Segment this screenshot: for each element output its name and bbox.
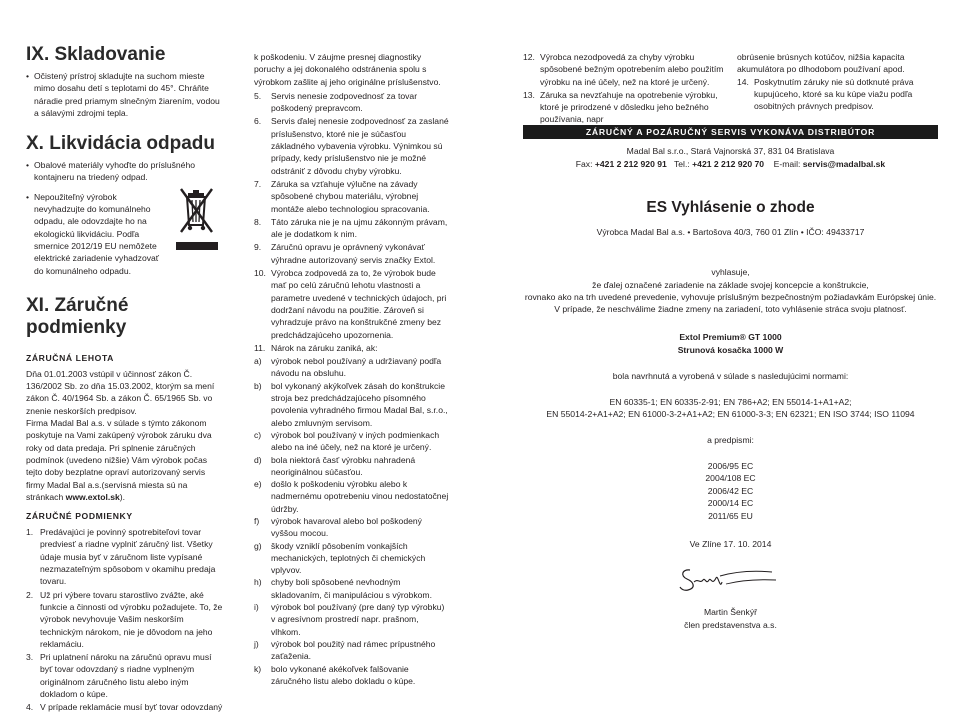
- item-text: Výrobca nezodpovedá za chyby výrobku spôsobené bežným opotrebením alebo použitím výrobku na iné účely, než na ktoré je určený.: [540, 52, 724, 87]
- list-item: [254, 342, 450, 354]
- left-column-2: [254, 51, 450, 687]
- list-item: [254, 478, 450, 515]
- warranty-period-text-2: [26, 417, 224, 503]
- product-type: Strunová kosačka 1000 W: [677, 345, 784, 355]
- item-number: 13.: [523, 89, 535, 100]
- item-number: 4.: [26, 702, 34, 713]
- item-text: Výrobca zodpovedá za to, že výrobok bude mať po celú záručnú lehotu vlastnosti a parametre uvedené v technických údajoch, pri dodržaní návodu na použitie. Zároveň si vyhradzuje právo na konštrukčné zmeny bez predchádzajúceho upozornenia.: [271, 268, 447, 340]
- warranty-period-heading: ZÁRUČNÁ LEHOTA: [26, 352, 114, 363]
- distributor-address: Madal Bal s.r.o., Stará Vajnorská 37, 831 04 Bratislava: [626, 146, 835, 156]
- list-item: [26, 526, 224, 587]
- item-letter: c): [254, 429, 262, 440]
- item-text: bol vykonaný akýkoľvek zásah do konštrukcie stroja bez predchádzajúceho písomného povolenia vyhradného firmou Madal Bal, s.r.o., alebo zmluvným servisom.: [271, 380, 448, 428]
- list-item: [254, 115, 450, 176]
- item-text: Záručnú opravu je oprávnený vykonávať výhradne autorizovaný servis značky Extol.: [271, 242, 436, 265]
- item-text: Servis ďalej nenesie zodpovednosť za zaslané príslušenstvo, ktoré nie je súčasťou základného vybavenia výrobku. Výnimkou sú prípady, kedy príslušenstvo nie je možné odstrániť z dôvodu chyby výrobku.: [271, 116, 449, 176]
- item-text: výrobok bol používaný v iných podmienkach alebo na iné účely, než na ktoré je určený.: [271, 429, 440, 453]
- list-item: [254, 576, 450, 601]
- left-column-1: [26, 44, 224, 714]
- crossed-bin-icon: [176, 185, 218, 255]
- item-number: 14.: [737, 76, 749, 87]
- warranty-period-text-1: Dňa 01.01.2003 vstúpil v účinnosť zákon Č. 136/2002 Sb. zo dňa 15.03.2002, ktorým sa mení zákon Č. 40/1964 Sb. a zákon Č. 65/1965 Sb. vo znenie neskorších predpisov.: [26, 368, 215, 416]
- tel-number: +421 2 212 920 70: [692, 159, 765, 169]
- item-number: 9.: [254, 242, 262, 253]
- list-item: [254, 515, 450, 540]
- item-text: bolo vykonané akékoľvek falšovanie záručného listu alebo dokladu o kúpe.: [271, 663, 416, 686]
- item-text: Pri uplatnení nároku na záručnú opravu musí byť tovar odovzdaný s riadne vyplneným originálnom záručného listu alebo iným dokladom o kúpe.: [40, 652, 212, 699]
- directive-item: 2006/42 EC: [707, 486, 754, 496]
- item-text: výrobok havaroval alebo bol poškodený vyššou mocou.: [271, 515, 422, 539]
- list-item: [254, 241, 450, 266]
- item-number: 6.: [254, 116, 262, 127]
- list-item: [523, 89, 728, 126]
- item-letter: h): [254, 577, 262, 588]
- item-text: výrobok bol používaný (pre daný typ výrobku) v agresívnom prostredí napr. prašnom, vlhkom.: [271, 602, 445, 637]
- item-number: 10.: [254, 268, 266, 279]
- right-column-b: [737, 51, 942, 113]
- directive-item: 2000/14 EC: [707, 498, 754, 508]
- item-letter: g): [254, 540, 262, 551]
- item-number: 11.: [254, 342, 266, 353]
- disposal-bullet-device: • Nepoužiteľný výrobok nevyhadzujte do komunálneho odpadu, ale odovzdajte ho na ekologickú likvidáciu. Podľa smernice 2012/19 EU nemôžete elektrické zariadenie vyhadzovať do komunálneho odpadu.: [26, 191, 164, 277]
- list-item: [737, 76, 942, 113]
- extol-website-link[interactable]: www.extol.sk: [65, 491, 120, 502]
- item-number: 2.: [26, 589, 34, 600]
- list-item: [254, 355, 450, 380]
- item-text: Táto záruka nie je na ujmu zákonným právam, ale je dodatkom k nim.: [271, 216, 448, 240]
- item-text: Poskytnutím záruky nie sú dotknuté práva kupujúceho, ktoré sa ku kúpe viažu podľa osobitných právnych predpisov.: [754, 76, 914, 112]
- exclusion-list: [254, 355, 450, 687]
- disposal-bullet-packaging: • Obalové materiály vyhoďte do príslušného kontajneru na triedený odpad.: [26, 159, 224, 184]
- item-letter: i): [254, 602, 259, 613]
- list-item: [254, 601, 450, 638]
- item-letter: j): [254, 638, 259, 649]
- item-text: V prípade reklamácie musí byť tovar odovzdaný: [40, 702, 223, 713]
- signer-name: Martin Šenkýř: [703, 607, 757, 617]
- warranty-period-end: ).: [119, 491, 126, 502]
- list-item: [254, 380, 450, 429]
- list-item: [523, 51, 728, 88]
- item-text: Záruka sa nevzťahuje na opotrebenie výrobku, ktoré je prirodzené v dôsledku jeho bežného používania, napr: [540, 89, 718, 125]
- fax-number: +421 2 212 920 91: [594, 159, 667, 169]
- item-text: chyby boli spôsobené nevhodným skladovaním, či manipuláciou s výrobkom.: [271, 577, 432, 600]
- item-text: Nárok na záruku zaniká, ak:: [271, 342, 378, 353]
- right-column-a: [523, 51, 728, 127]
- list-item: [254, 540, 450, 577]
- declares-text: vyhlasuje,: [711, 267, 750, 277]
- item-text: došlo k poškodeniu výrobku alebo k nadmernému opotrebeniu vinou nedostatočnej údržby.: [271, 479, 449, 514]
- tel-label: Tel.:: [673, 159, 693, 169]
- declaration-line-3: V prípade, že neschválime žiadne zmeny na zariadení, toto vyhlásenie stráca svoju platnosť.: [554, 304, 907, 314]
- list-item: [254, 178, 450, 215]
- product-name: Extol Premium® GT 1000: [679, 332, 782, 342]
- manufacturer-line: Výrobca Madal Bal a.s. • Bartošova 40/3, 760 01 Zlín • IČO: 49433717: [596, 227, 865, 237]
- directive-item: 2006/95 EC: [707, 461, 754, 471]
- item-letter: b): [254, 380, 262, 391]
- item-text: bola niektorá časť výrobku nahradená neoriginálnou súčasťou.: [271, 454, 416, 477]
- item-text: výrobok nebol používaný a udržiavaný podľa návodu na obsluhu.: [271, 356, 442, 379]
- email-link[interactable]: servis@madalbal.sk: [802, 159, 886, 169]
- directive-item: 2004/108 EC: [705, 473, 756, 483]
- distributor-banner: ZÁRUČNÝ A POZÁRUČNÝ SERVIS VYKONÁVA DISTRIBÚTOR: [523, 125, 938, 139]
- item-text: škody vzniklí pôsobením vonkajších mechanických, teplotných či chemických vplyvov.: [271, 540, 426, 576]
- list-item: [254, 454, 450, 479]
- signature-icon: [676, 560, 786, 600]
- declaration-line-1: že ďalej označené zariadenie na základe svojej koncepcie a konštrukcie,: [592, 280, 869, 290]
- item-number: 12.: [523, 52, 535, 62]
- item-number: 8.: [254, 216, 262, 227]
- list-item: [254, 638, 450, 663]
- item-letter: f): [254, 515, 260, 526]
- storage-bullet: • Očistený prístroj skladujte na suchom mieste mimo dosahu detí s teplotami do 45°. Chráňte náradie pred priamym slnečným žiarením, vodou a sálavými zdrojmi tepla.: [26, 70, 224, 119]
- list-item: [26, 589, 224, 650]
- fax-label: Fax:: [575, 159, 595, 169]
- email-label: E-mail:: [773, 159, 803, 169]
- item-number: 5.: [254, 90, 262, 101]
- norms-line-2: EN 55014-2+A1+A2; EN 61000-3-2+A1+A2; EN 61000-3-3; EN 62321; EN ISO 3744; ISO 11094: [546, 409, 915, 419]
- warranty-conditions-heading: ZÁRUČNÉ PODMIENKY: [26, 511, 133, 522]
- item-letter: k): [254, 663, 262, 674]
- list-item: [254, 216, 450, 241]
- item-number: 1.: [26, 527, 34, 538]
- item-letter: e): [254, 479, 262, 490]
- section-9-title: IX. Skladovanie: [26, 44, 166, 65]
- warranty-period-body: Firma Madal Bal a.s. v súlade s týmto zákonom poskytuje na Vami zakúpený výrobok záruku dva roky od data predaja. Pri splnenie záručných podmínok (uvedeno nižšie) Vám výrobok počas tejto doby bezplatne opraví autorizovaný servis firmy Madal Bal a.s.(servisná miesta sú na stránkach: [26, 418, 212, 502]
- section-10-title: X. Likvidácia odpadu: [26, 133, 215, 155]
- declaration-line-2: rovnako ako na trh uvedené prevedenie, vyhovuje príslušným bezpečnostným požiadavkám Európskej únie.: [524, 292, 937, 302]
- item-number: 3.: [26, 652, 34, 663]
- item-text: Servis nenesie zodpovednosť za tovar poškodený prepravcom.: [271, 90, 418, 114]
- continued-text: obrúsenie brúsnych kotúčov, nižšia kapacita akumulátora po dlhodobom používaní apod.: [737, 52, 905, 75]
- page-footer: [0, 678, 960, 714]
- distributor-contacts: [523, 158, 938, 170]
- directives-intro: a predpismi:: [707, 435, 754, 445]
- place-and-date: Ve Zlíne 17. 10. 2014: [689, 539, 772, 549]
- signer-title: člen predstavenstva a.s.: [684, 620, 777, 630]
- item-text: Už pri výbere tovaru starostlivo zvážte, aké funkcie a činnosti od výrobku požadujete. To, že výrobok nevyhovuje Vašim neskorším technickým nárokom, nie je dôvodom na jeho reklamáciu.: [40, 589, 223, 649]
- item-text: Záruka sa vzťahuje výlučne na závady spôsobené chybou materiálu, výrobnej montáže alebo technologiou spracovania.: [271, 178, 430, 214]
- continued-text: k poškodeniu. V záujme presnej diagnostiky poruchy a jej dokonalého odstránenia spolu s výrobkom zašlite aj jeho originálne príslušenstvo.: [254, 52, 441, 87]
- item-letter: a): [254, 356, 262, 367]
- item-number: 7.: [254, 178, 262, 189]
- item-letter: d): [254, 454, 262, 465]
- norms-line-1: EN 60335-1; EN 60335-2-91; EN 786+A2; EN 55014-1+A1+A2;: [609, 397, 852, 407]
- list-item: [254, 90, 450, 115]
- section-11-title: XI. Záručné podmienky: [26, 294, 129, 338]
- item-text: výrobok bol použitý nad rámec prípustného zaťaženia.: [271, 638, 436, 662]
- list-item: [254, 267, 450, 341]
- directive-item: 2011/65 EU: [708, 511, 753, 521]
- list-item: [254, 429, 450, 454]
- norms-intro: bola navrhnutá a vyrobená v súlade s nasledujúcimi normami:: [612, 371, 849, 381]
- declaration-title: ES Vyhlásenie o zhode: [646, 199, 815, 216]
- item-text: Predávajúci je povinný spotrebiteľovi tovar predviesť a riadne vyplniť záručný list. Všetky údaje musia byť v záručnom liste vypísané nezmazateľným spôsobom v okamihu predaja tovaru.: [40, 527, 216, 587]
